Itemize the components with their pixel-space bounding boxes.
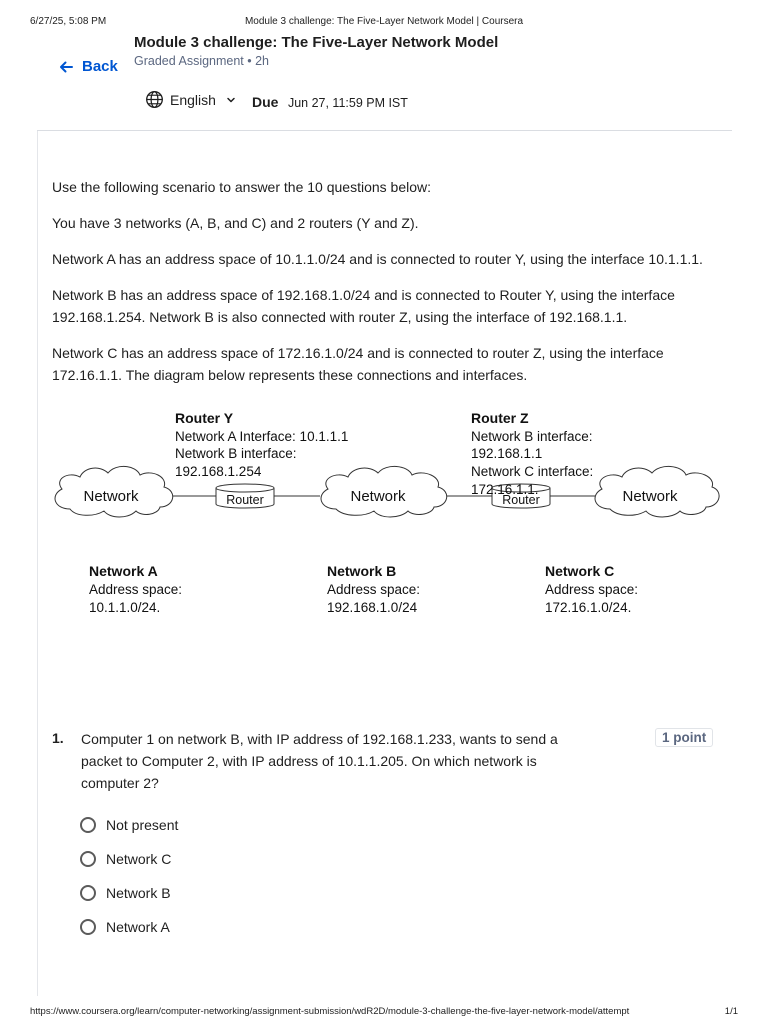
router-y-line: 192.168.1.254 [175,464,262,479]
chevron-down-icon [226,95,236,105]
option-label: Network A [106,919,170,935]
header-divider [37,130,732,131]
network-line: Address space: [89,582,183,597]
network-title: Network C [545,563,615,579]
cloud-label: Network [83,488,139,505]
language-label: English [170,91,216,108]
scenario-paragraph: Network B has an address space of 192.168.1.0/24 and is connected to Router Y, using the interface 192.168.1.254. Network B is also connected with router Z, using the interface of 192.168.1.1. [52,287,675,325]
network-a-info [89,563,182,615]
radio-button[interactable] [80,885,96,901]
router-label: Router [502,493,540,507]
radio-button[interactable] [80,919,96,935]
question-number: 1. [52,730,64,746]
router-z-info [471,410,593,497]
cloud-network-a [55,466,173,517]
router-z-line: 192.168.1.1 [471,446,543,461]
network-title: Network A [89,563,158,579]
cloud-label: Network [622,488,678,505]
points-badge: 1 point [655,728,713,747]
router-y-title: Router Y [175,410,234,426]
cloud-label: Network [350,488,406,505]
radio-button[interactable] [80,851,96,867]
network-diagram [48,405,728,625]
option-label: Network C [106,851,172,867]
router-z-line: 172.16.1.1. [471,482,539,497]
scenario-paragraph: You have 3 networks (A, B, and C) and 2 routers (Y and Z). [52,215,419,231]
language-selector[interactable] [145,90,236,109]
print-title: Module 3 challenge: The Five-Layer Network Model | Coursera [244,16,524,27]
network-title: Network B [327,563,397,579]
globe-icon [145,90,164,109]
question-text: Computer 1 on network B, with IP address of 192.168.1.233, wants to send a packet to Computer 2, with IP address of 10.1.1.205. On which network is computer 2? [81,731,558,791]
answer-option[interactable] [80,910,178,944]
scenario-paragraph: Network A has an address space of 10.1.1.0/24 and is connected to router Y, using the interface 10.1.1.1. [52,251,703,267]
back-button[interactable] [58,58,118,75]
print-datetime: 6/27/25, 5:08 PM [30,16,107,27]
network-c-info [545,563,638,615]
option-label: Not present [106,817,179,833]
router-z-title: Router Z [471,410,529,426]
print-page-number: 1/1 [724,1006,738,1017]
print-url: https://www.coursera.org/learn/computer-networking/assignment-submission/wdR2D/module-3-challenge-the-five-layer-network-model/attempt [30,1006,630,1017]
answer-option[interactable] [80,842,178,876]
due-date [252,94,408,110]
network-b-info [327,563,420,615]
due-value: Jun 27, 11:59 PM IST [287,96,408,110]
option-label: Network B [106,885,171,901]
due-label: Due [252,94,279,110]
content-left-rule [37,131,38,996]
assignment-meta: Graded Assignment • 2h [134,54,270,68]
network-line: Address space: [327,582,421,597]
cloud-network-c [595,466,719,517]
router-z-line: Network B interface: [471,429,593,444]
radio-button[interactable] [80,817,96,833]
router-y-line: Network B interface: [175,446,297,461]
arrow-left-icon [58,59,74,75]
answer-options [80,808,178,944]
network-line: 10.1.1.0/24. [89,600,161,615]
answer-option[interactable] [80,876,178,910]
scenario-text [52,176,732,400]
answer-option[interactable] [80,808,178,842]
router-y [216,484,274,508]
network-line: Address space: [545,582,639,597]
router-z-line: Network C interface: [471,464,594,479]
scenario-paragraph: Use the following scenario to answer the 10 questions below: [52,179,431,195]
scenario-paragraph: Network C has an address space of 172.16.1.0/24 and is connected to router Z, using the interface 172.16.1.1. The diagram below represents these connections and interfaces. [52,345,664,383]
page-title: Module 3 challenge: The Five-Layer Network Model [134,34,499,51]
network-line: 172.16.1.0/24. [545,600,632,615]
router-y-line: Network A Interface: 10.1.1.1 [175,429,349,444]
router-label: Router [226,493,264,507]
back-label: Back [82,58,118,75]
network-line: 192.168.1.0/24 [327,600,418,615]
router-y-info [175,410,348,479]
cloud-network-b [321,466,447,517]
